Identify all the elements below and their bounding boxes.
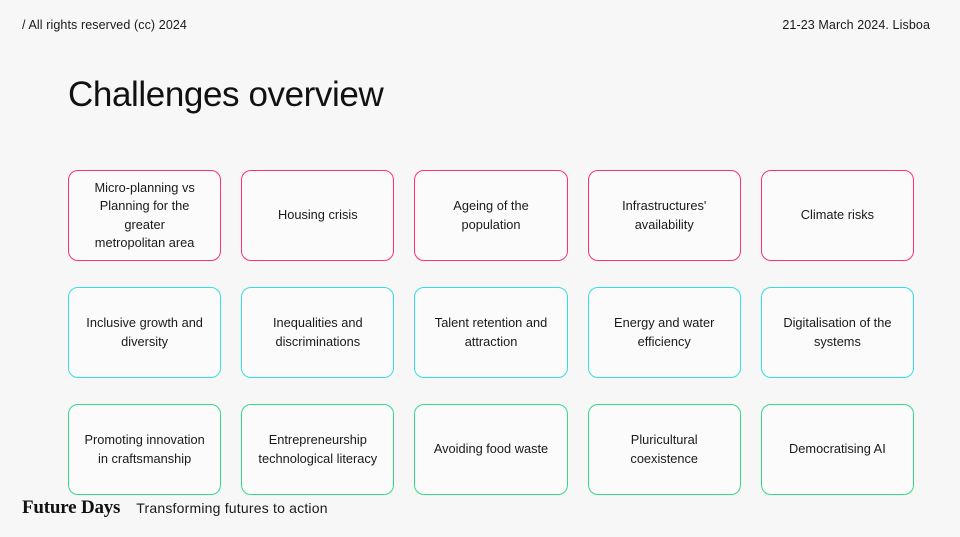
challenge-card-line: Infrastructures' (622, 198, 707, 214)
challenge-card-label (801, 206, 874, 224)
challenge-card-line: attraction (464, 333, 518, 349)
challenge-card-line: Energy and water (614, 315, 715, 331)
challenge-card-label (630, 431, 698, 467)
challenge-card-line: Housing crisis (277, 207, 358, 223)
challenge-card-line: Digitalisation of the (783, 315, 892, 331)
challenge-card-line: Avoiding food waste (433, 441, 549, 457)
challenge-card-label (783, 314, 891, 350)
challenge-card[interactable] (68, 404, 221, 495)
challenge-card[interactable] (241, 287, 394, 378)
challenge-card-line: availability (634, 216, 694, 232)
challenge-card-line: in craftsmanship (98, 450, 192, 466)
challenge-card-label (84, 431, 204, 467)
challenge-card[interactable] (588, 170, 741, 261)
challenge-card[interactable] (68, 170, 221, 261)
challenge-row (68, 287, 914, 378)
challenge-card-label (434, 440, 548, 458)
challenge-card-label (614, 314, 714, 350)
challenge-card-line: Ageing of the (453, 198, 529, 214)
challenge-card-label (789, 440, 886, 458)
challenge-card-label (453, 197, 528, 233)
challenge-card[interactable] (761, 287, 914, 378)
challenge-card[interactable] (241, 170, 394, 261)
challenge-card-line: technological literacy (258, 450, 378, 466)
challenge-card-line: Climate risks (800, 207, 875, 223)
challenge-card-line: Micro-planning vs (94, 180, 195, 196)
challenge-card[interactable] (68, 287, 221, 378)
challenge-card[interactable] (588, 287, 741, 378)
challenge-card[interactable] (761, 404, 914, 495)
challenge-card-label (273, 314, 363, 350)
challenge-card-line: Inclusive growth and (86, 315, 203, 331)
challenge-card[interactable] (414, 287, 567, 378)
challenge-row (68, 404, 914, 495)
challenges-grid (68, 170, 914, 495)
challenge-card[interactable] (241, 404, 394, 495)
challenge-card-label (278, 206, 358, 224)
challenge-card-label (435, 314, 547, 350)
slide-footer (22, 497, 328, 519)
challenge-card-line: efficiency (637, 333, 691, 349)
challenge-row (68, 170, 914, 261)
event-date-location: 21-23 March 2024. Lisboa (782, 18, 930, 32)
brand-logo: Future Days (22, 497, 121, 518)
challenge-card-line: discriminations (275, 333, 361, 349)
challenge-card[interactable] (414, 404, 567, 495)
challenge-card[interactable] (414, 170, 567, 261)
challenge-card-line: Entrepreneurship (268, 432, 367, 448)
challenge-card-label (79, 179, 210, 252)
challenge-card-label (86, 314, 203, 350)
challenge-card-line: coexistence (630, 450, 698, 466)
challenge-card-line: Democratising AI (789, 441, 886, 457)
page-title: Challenges overview (68, 75, 384, 114)
challenge-card-line: systems (813, 333, 861, 349)
challenge-card-line: Planning for the greater (99, 198, 190, 232)
challenge-card-line: metropolitan area (94, 234, 195, 250)
challenge-card-line: population (461, 216, 521, 232)
brand-tagline: Transforming futures to action (136, 500, 328, 516)
challenge-card-line: diversity (121, 333, 169, 349)
challenge-card-label (258, 431, 377, 467)
challenge-card-line: Promoting innovation (84, 432, 205, 448)
challenge-card-line: Talent retention and (434, 315, 548, 331)
challenge-card[interactable] (588, 404, 741, 495)
copyright-text: / All rights reserved (cc) 2024 (22, 18, 187, 32)
slide-header (22, 18, 930, 32)
challenge-card[interactable] (761, 170, 914, 261)
challenge-card-label (622, 197, 706, 233)
challenge-card-line: Pluricultural (630, 432, 698, 448)
challenge-card-line: Inequalities and (272, 315, 363, 331)
